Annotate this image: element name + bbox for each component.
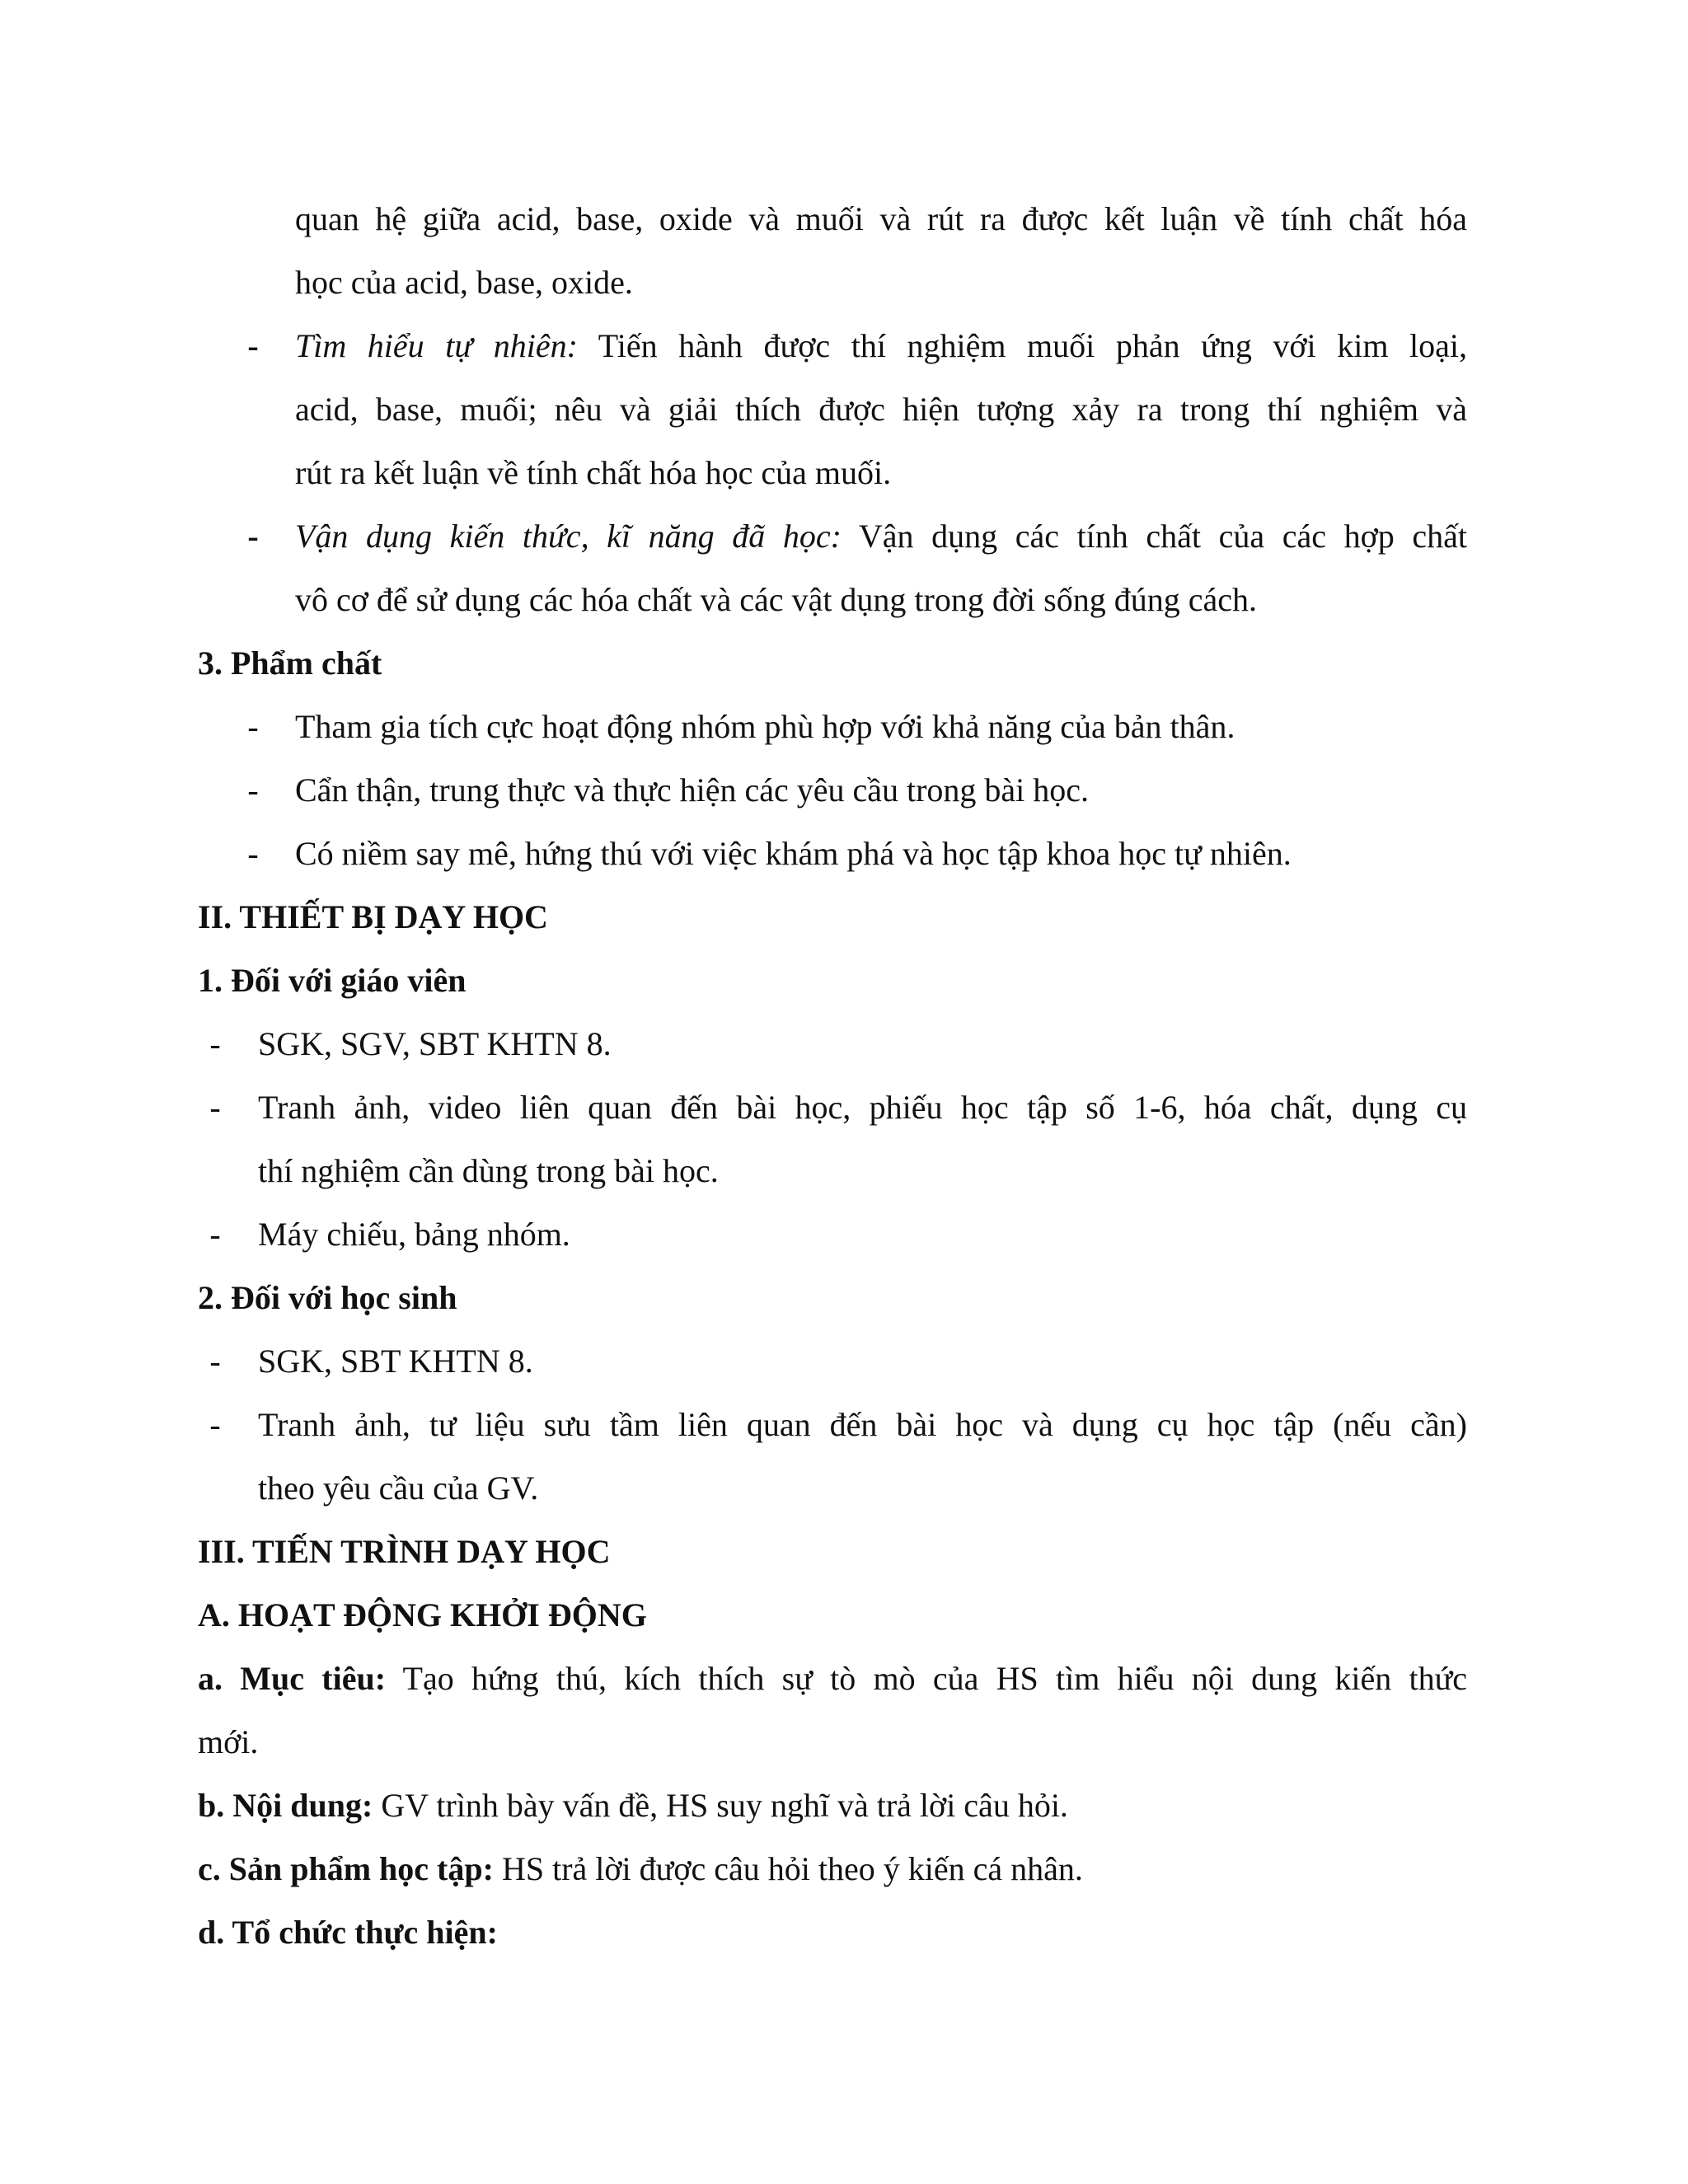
bullet-dash: - [209,1089,221,1126]
natural-inquiry-text: Tiến hành được thí nghiệm muối phản ứng với kim loại, [577,327,1468,364]
bullet-dash: - [209,1216,221,1253]
bullet-dash: - [209,1406,221,1443]
objective-line-continued: mới. [198,1723,259,1760]
competency-text-line: quan hệ giữa acid, base, oxide và muối và rút ra được kết luận về tính chất hóa [295,200,1467,237]
competency-text-line: học của acid, base, oxide. [295,264,633,301]
student-item: Tranh ảnh, tư liệu sưu tầm liên quan đến bài học và dụng cụ học tập (nếu cần) [258,1406,1467,1443]
objective-label: a. Mục tiêu: [198,1660,387,1697]
content-text: GV trình bày vấn đề, HS suy nghĩ và trả lời câu hỏi. [373,1787,1068,1824]
teacher-item: Tranh ảnh, video liên quan đến bài học, phiếu học tập số 1-6, hóa chất, dụng cụ [258,1089,1467,1126]
natural-inquiry-line [295,326,1467,366]
qualities-item: Tham gia tích cực hoạt động nhóm phù hợp với khả năng của bản thân. [295,708,1236,745]
process-heading: III. TIẾN TRÌNH DẠY HỌC [198,1533,611,1570]
bullet-dash: - [247,771,259,808]
activity-heading: A. HOẠT ĐỘNG KHỞI ĐỘNG [198,1596,647,1633]
equipment-heading: II. THIẾT BỊ DẠY HỌC [198,898,548,935]
apply-knowledge-text: Vận dụng các tính chất của các hợp chất [841,518,1467,555]
natural-inquiry-label: Tìm hiểu tự nhiên: [295,327,578,364]
product-label: c. Sản phẩm học tập: [198,1850,494,1887]
teacher-item: Máy chiếu, bảng nhóm. [258,1216,570,1253]
objective-line [198,1659,1467,1699]
objective-text: Tạo hứng thú, kích thích sự tò mò của HS tìm hiểu nội dung kiến thức [386,1660,1467,1697]
product-text: HS trả lời được câu hỏi theo ý kiến cá nhân. [493,1850,1083,1887]
bullet-dash: - [247,708,259,745]
bullet-dash: - [247,327,259,364]
qualities-item: Có niềm say mê, hứng thú với việc khám phá và học tập khoa học tự nhiên. [295,835,1292,872]
bullet-dash: - [209,1343,221,1380]
apply-knowledge-label: Vận dụng kiến thức, kĩ năng đã học: [295,518,842,555]
apply-knowledge-line: vô cơ để sử dụng các hóa chất và các vật dụng trong đời sống đúng cách. [295,581,1257,618]
natural-inquiry-line: rút ra kết luận về tính chất hóa học của muối. [295,454,892,491]
product-line [198,1849,1083,1889]
natural-inquiry-line: acid, base, muối; nêu và giải thích được hiện tượng xảy ra trong thí nghiệm và [295,391,1467,428]
student-item: SGK, SBT KHTN 8. [258,1343,533,1380]
apply-knowledge-line [295,517,1467,556]
teacher-heading: 1. Đối với giáo viên [198,962,467,999]
organization-label: d. Tổ chức thực hiện: [198,1914,498,1951]
bullet-dash: - [209,1025,221,1062]
bullet-dash: - [247,835,259,872]
teacher-item-continued: thí nghiệm cần dùng trong bài học. [258,1152,719,1189]
teacher-item: SGK, SGV, SBT KHTN 8. [258,1025,612,1062]
student-item-continued: theo yêu cầu của GV. [258,1469,539,1507]
content-line [198,1786,1068,1825]
content-label: b. Nội dung: [198,1787,373,1824]
bullet-dash: - [247,518,259,555]
student-heading: 2. Đối với học sinh [198,1279,457,1316]
qualities-heading: 3. Phẩm chất [198,644,382,682]
qualities-item: Cẩn thận, trung thực và thực hiện các yêu cầu trong bài học. [295,771,1090,808]
